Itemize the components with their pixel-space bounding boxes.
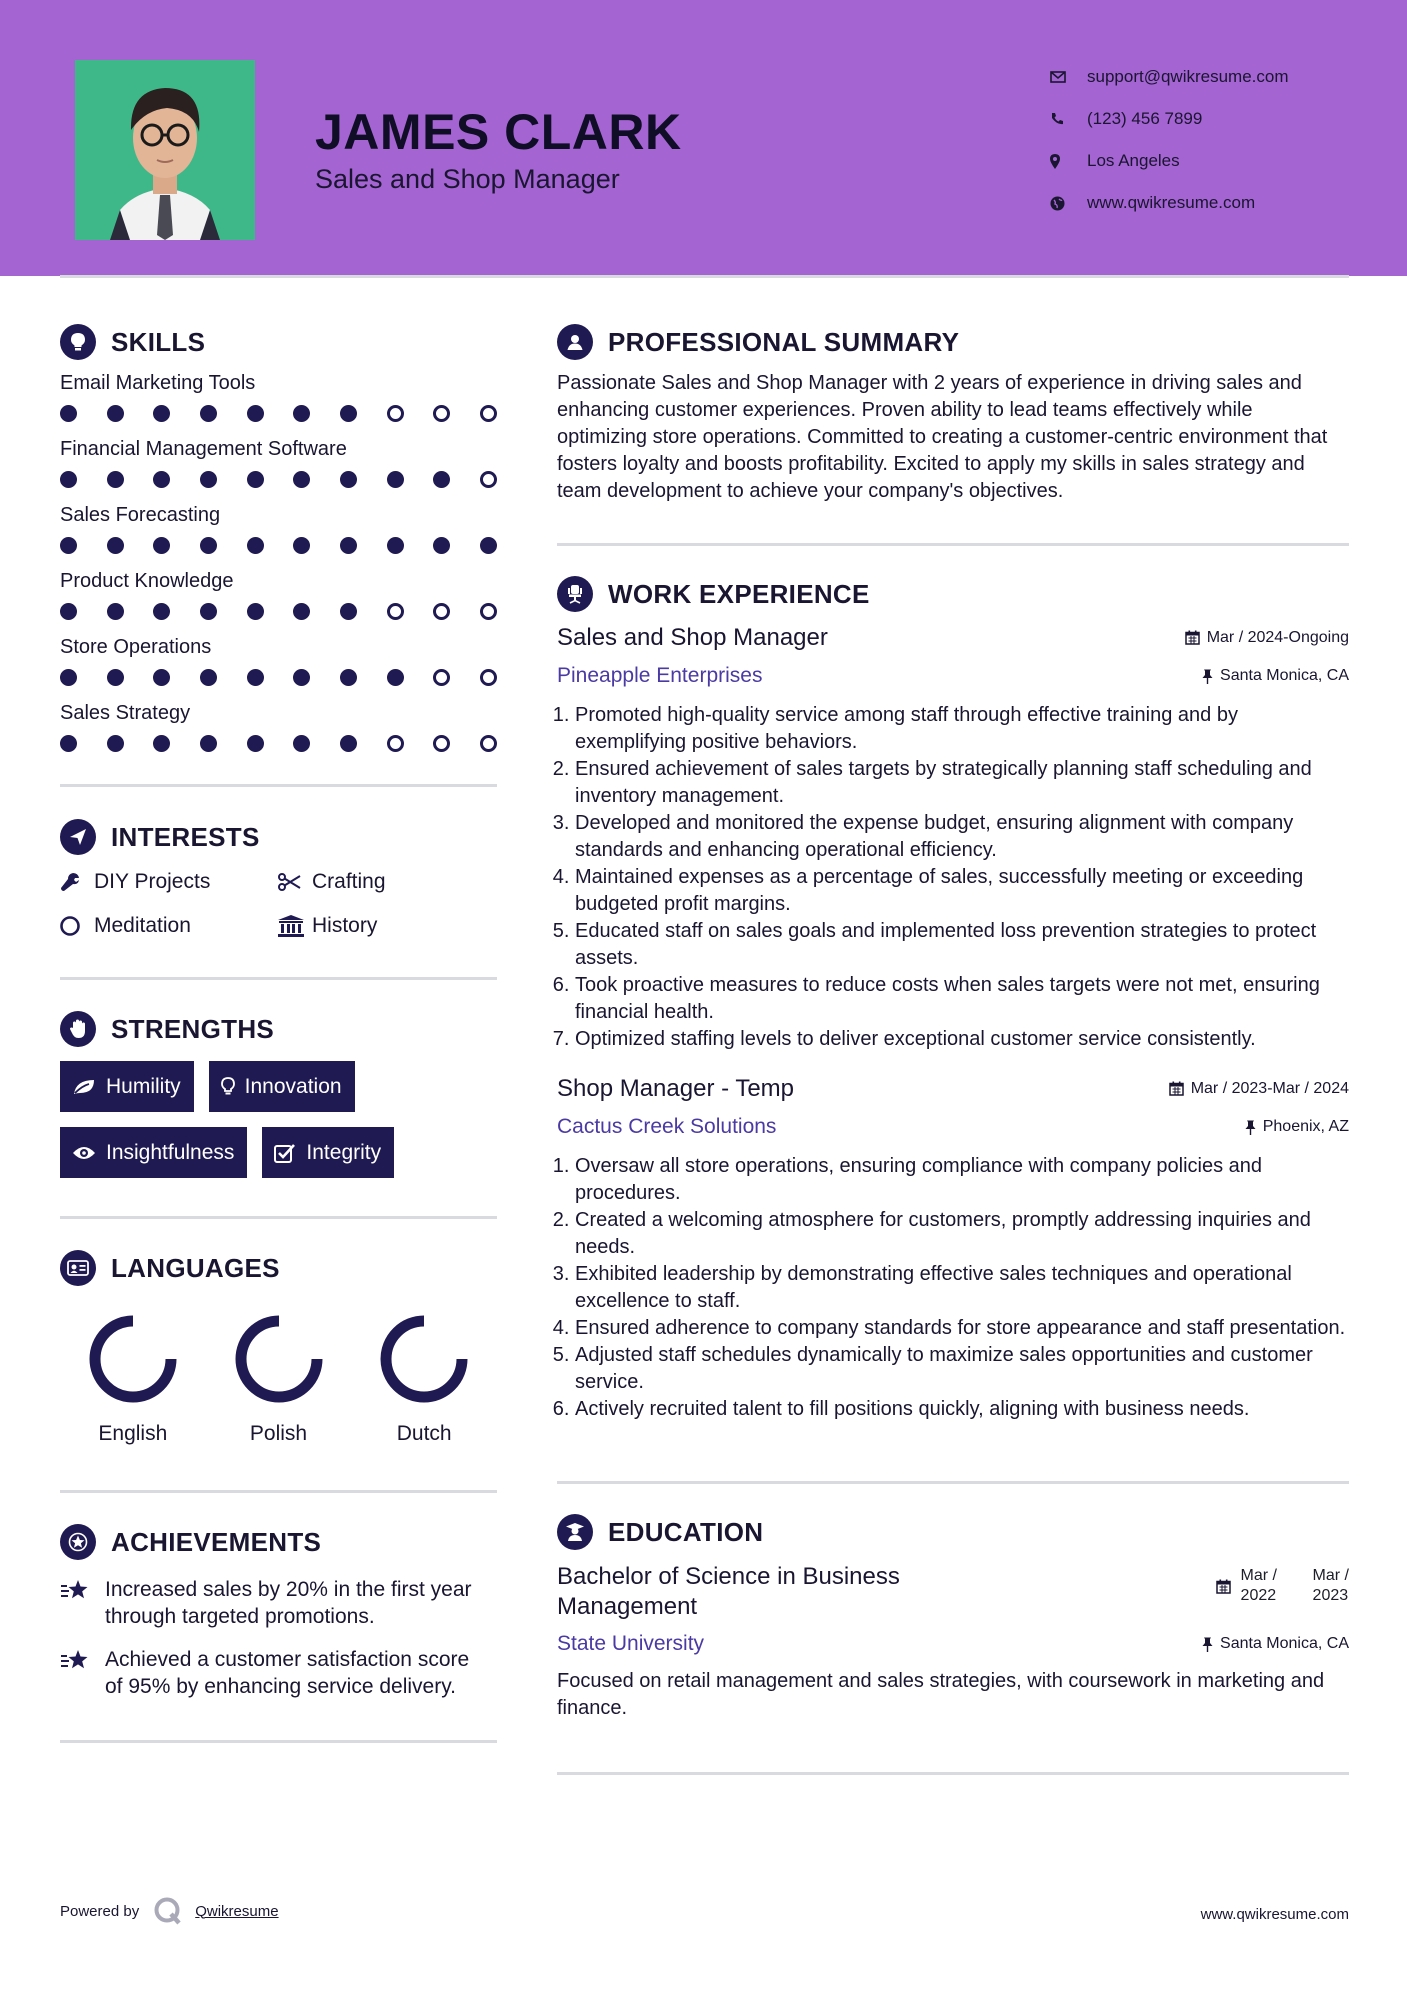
strength-tag: Integrity bbox=[262, 1127, 394, 1178]
language-item: English bbox=[60, 1314, 206, 1446]
interest-item: History bbox=[278, 913, 497, 939]
strength-tag: Humility bbox=[60, 1061, 194, 1112]
rating-dot-filled bbox=[387, 537, 404, 554]
job-date: Mar / 2023-Mar / 2024 bbox=[1169, 1080, 1349, 1098]
rating-dot-filled bbox=[293, 735, 310, 752]
rating-dot-filled bbox=[200, 735, 217, 752]
right-column bbox=[557, 322, 1349, 1775]
rating-dot-filled bbox=[340, 669, 357, 686]
rating-dot-filled bbox=[293, 471, 310, 488]
skill-rating bbox=[60, 405, 497, 422]
contact-list bbox=[1050, 56, 1289, 224]
calendar-icon bbox=[1216, 1579, 1231, 1594]
rating-dot-filled bbox=[60, 405, 77, 422]
user-icon bbox=[557, 324, 593, 360]
footer-branding: Powered by Qwikresume bbox=[60, 1896, 279, 1926]
rating-dot-empty bbox=[480, 735, 497, 752]
star-badge-icon bbox=[60, 1524, 96, 1560]
skill-rating bbox=[60, 537, 497, 554]
list-item: 5. Adjusted staff schedules dynamically to maximize sales opportunities and customer service. bbox=[575, 1342, 1349, 1396]
rating-dot-filled bbox=[340, 603, 357, 620]
job-location: Santa Monica, CA bbox=[1202, 667, 1349, 685]
list-item: 4. Ensured adherence to company standards for store appearance and staff presentation. bbox=[575, 1315, 1349, 1342]
scissors-icon bbox=[278, 873, 312, 891]
section-divider bbox=[60, 1490, 497, 1493]
shooting-star-icon bbox=[60, 1576, 105, 1630]
rating-dot-empty bbox=[433, 603, 450, 620]
interest-item: Crafting bbox=[278, 869, 497, 895]
office-chair-icon bbox=[557, 576, 593, 612]
rating-dot-filled bbox=[200, 405, 217, 422]
contact-phone[interactable]: (123) 456 7899 bbox=[1050, 98, 1289, 140]
job-entry bbox=[557, 1075, 1349, 1423]
section-divider bbox=[60, 1740, 497, 1743]
candidate-name: JAMES CLARK bbox=[315, 104, 682, 160]
list-item: 7. Optimized staffing levels to deliver exceptional customer service consistently. bbox=[575, 1026, 1349, 1053]
rating-dot-filled bbox=[247, 471, 264, 488]
rating-dot-filled bbox=[293, 537, 310, 554]
rating-dot-filled bbox=[247, 669, 264, 686]
qwikresume-logo-icon bbox=[153, 1896, 183, 1926]
skill-name: Financial Management Software bbox=[60, 438, 347, 460]
language-level-ring bbox=[379, 1314, 469, 1404]
job-title: Shop Manager - Temp bbox=[557, 1075, 795, 1102]
list-item: 3. Exhibited leadership by demonstrating effective sales techniques and operational excellence to staff. bbox=[575, 1261, 1349, 1315]
rating-dot-filled bbox=[107, 405, 124, 422]
company-name: Cactus Creek Solutions bbox=[557, 1115, 777, 1138]
museum-icon bbox=[278, 915, 312, 937]
list-item: 6. Actively recruited talent to fill positions quickly, aligning with business needs. bbox=[575, 1396, 1349, 1423]
rating-dot-empty bbox=[433, 735, 450, 752]
job-title: Sales and Shop Manager bbox=[557, 624, 828, 651]
rating-dot-filled bbox=[340, 405, 357, 422]
list-item: 3. Developed and monitored the expense budget, ensuring alignment with company standards and enhancing operational efficiency. bbox=[575, 810, 1349, 864]
education-description: Focused on retail management and sales strategies, with coursework in marketing and finance. bbox=[557, 1670, 1325, 1719]
strengths-heading: STRENGTHS bbox=[60, 1009, 497, 1049]
languages-heading: LANGUAGES bbox=[60, 1248, 497, 1288]
skill-name: Email Marketing Tools bbox=[60, 372, 256, 394]
pushpin-icon bbox=[1202, 1637, 1213, 1652]
list-item: 1. Promoted high-quality service among staff through effective training and by exemplifying positive behaviors. bbox=[575, 702, 1349, 756]
eye-icon bbox=[72, 1145, 96, 1161]
job-bullets bbox=[557, 1153, 1349, 1423]
left-column bbox=[60, 322, 497, 1743]
rating-dot-filled bbox=[293, 405, 310, 422]
section-divider bbox=[60, 1216, 497, 1219]
rating-dot-filled bbox=[247, 603, 264, 620]
rating-dot-filled bbox=[153, 405, 170, 422]
contact-email[interactable]: support@qwikresume.com bbox=[1050, 56, 1289, 98]
rating-dot-empty bbox=[387, 735, 404, 752]
skill-rating bbox=[60, 603, 497, 620]
profile-photo bbox=[75, 60, 255, 240]
rating-dot-empty bbox=[480, 405, 497, 422]
interests-list bbox=[60, 869, 497, 939]
skill-name: Sales Strategy bbox=[60, 702, 191, 724]
rating-dot-filled bbox=[247, 735, 264, 752]
section-divider bbox=[557, 543, 1349, 546]
pushpin-icon bbox=[1202, 669, 1213, 684]
rating-dot-filled bbox=[433, 471, 450, 488]
rating-dot-filled bbox=[153, 735, 170, 752]
paper-plane-icon bbox=[60, 819, 96, 855]
rating-dot-filled bbox=[387, 471, 404, 488]
job-date: Mar / 2024-Ongoing bbox=[1185, 629, 1349, 647]
list-item: 4. Maintained expenses as a percentage of sales, successfully meeting or exceeding budgeted profit margins. bbox=[575, 864, 1349, 918]
checkbox-icon bbox=[274, 1143, 296, 1163]
achievements-list bbox=[60, 1576, 497, 1700]
degree-title: Bachelor of Science in Business Management bbox=[557, 1563, 900, 1620]
rating-dot-empty bbox=[433, 669, 450, 686]
circle-icon bbox=[60, 916, 94, 936]
skill-name: Store Operations bbox=[60, 636, 212, 658]
rating-dot-filled bbox=[200, 603, 217, 620]
school-name: State University bbox=[557, 1632, 705, 1655]
rating-dot-empty bbox=[480, 471, 497, 488]
candidate-title: Sales and Shop Manager bbox=[315, 164, 620, 194]
skill-name: Sales Forecasting bbox=[60, 504, 221, 526]
skill-rating bbox=[60, 471, 497, 488]
list-item: 2. Ensured achievement of sales targets by strategically planning staff scheduling and inventory management. bbox=[575, 756, 1349, 810]
lightbulb-icon bbox=[60, 324, 96, 360]
interest-item: DIY Projects bbox=[60, 869, 278, 895]
skill-rating bbox=[60, 735, 497, 752]
rating-dot-filled bbox=[433, 537, 450, 554]
rating-dot-filled bbox=[340, 537, 357, 554]
rating-dot-filled bbox=[200, 471, 217, 488]
rating-dot-empty bbox=[433, 405, 450, 422]
leaf-icon bbox=[72, 1078, 96, 1096]
rating-dot-filled bbox=[107, 537, 124, 554]
rating-dot-empty bbox=[387, 603, 404, 620]
rating-dot-filled bbox=[153, 471, 170, 488]
rating-dot-filled bbox=[107, 603, 124, 620]
graduate-icon bbox=[557, 1514, 593, 1550]
section-divider bbox=[60, 784, 497, 787]
rating-dot-empty bbox=[387, 405, 404, 422]
achievement-item: Achieved a customer satisfaction score of 95% by enhancing service delivery. bbox=[60, 1646, 497, 1700]
rating-dot-filled bbox=[200, 669, 217, 686]
globe-icon bbox=[1050, 196, 1087, 211]
rating-dot-filled bbox=[107, 735, 124, 752]
hand-icon bbox=[60, 1011, 96, 1047]
resume-header bbox=[0, 0, 1407, 276]
experience-heading: WORK EXPERIENCE bbox=[557, 574, 1349, 614]
lightbulb-icon bbox=[221, 1077, 235, 1097]
section-divider bbox=[557, 1481, 1349, 1484]
list-item: 6. Took proactive measures to reduce costs when sales targets were not met, ensuring financial health. bbox=[575, 972, 1349, 1026]
calendar-icon bbox=[1185, 630, 1200, 645]
rating-dot-filled bbox=[387, 669, 404, 686]
skills-list bbox=[60, 370, 497, 752]
pushpin-icon bbox=[1245, 1120, 1256, 1135]
job-bullets bbox=[557, 702, 1349, 1053]
interest-item: Meditation bbox=[60, 913, 278, 939]
rating-dot-filled bbox=[60, 669, 77, 686]
language-level-ring bbox=[234, 1314, 324, 1404]
achievement-item: Increased sales by 20% in the first year through targeted promotions. bbox=[60, 1576, 497, 1630]
rating-dot-filled bbox=[153, 603, 170, 620]
list-item: 2. Created a welcoming atmosphere for customers, promptly addressing inquiries and needs. bbox=[575, 1207, 1349, 1261]
phone-icon bbox=[1050, 112, 1087, 126]
education-heading: EDUCATION bbox=[557, 1512, 1349, 1552]
skill-name: Product Knowledge bbox=[60, 570, 234, 592]
section-divider bbox=[60, 977, 497, 980]
list-item: 5. Educated staff on sales goals and implemented loss prevention strategies to protect assets. bbox=[575, 918, 1349, 972]
skills-heading: SKILLS bbox=[60, 322, 497, 362]
rating-dot-filled bbox=[247, 537, 264, 554]
footer-url[interactable]: www.qwikresume.com bbox=[1200, 1906, 1349, 1923]
strengths-list bbox=[60, 1061, 497, 1178]
wrench-icon bbox=[60, 872, 94, 892]
education-location: Santa Monica, CA bbox=[1202, 1635, 1349, 1653]
location-icon bbox=[1050, 154, 1087, 169]
language-item: Polish bbox=[206, 1314, 352, 1446]
rating-dot-filled bbox=[60, 735, 77, 752]
rating-dot-filled bbox=[340, 735, 357, 752]
rating-dot-filled bbox=[293, 603, 310, 620]
rating-dot-filled bbox=[200, 537, 217, 554]
achievements-heading: ACHIEVEMENTS bbox=[60, 1522, 497, 1562]
rating-dot-filled bbox=[247, 405, 264, 422]
id-card-icon bbox=[60, 1250, 96, 1286]
rating-dot-filled bbox=[107, 669, 124, 686]
education-date: Mar / 2022 Mar / 2023 bbox=[1216, 1566, 1349, 1606]
language-level-ring bbox=[88, 1314, 178, 1404]
list-item: 1. Oversaw all store operations, ensuring compliance with company policies and procedures. bbox=[575, 1153, 1349, 1207]
contact-location: Los Angeles bbox=[1050, 140, 1289, 182]
rating-dot-filled bbox=[480, 537, 497, 554]
qwikresume-link[interactable]: Qwikresume bbox=[195, 1902, 279, 1920]
interests-heading: INTERESTS bbox=[60, 817, 497, 857]
job-entry bbox=[557, 624, 1349, 1053]
rating-dot-empty bbox=[480, 669, 497, 686]
strength-tag: Innovation bbox=[209, 1061, 355, 1112]
rating-dot-empty bbox=[480, 603, 497, 620]
rating-dot-filled bbox=[107, 471, 124, 488]
skill-rating bbox=[60, 669, 497, 686]
strength-tag: Insightfulness bbox=[60, 1127, 247, 1178]
shooting-star-icon bbox=[60, 1646, 105, 1700]
contact-website[interactable]: www.qwikresume.com bbox=[1050, 182, 1289, 224]
header-divider bbox=[60, 275, 1349, 278]
rating-dot-filled bbox=[153, 669, 170, 686]
company-name: Pineapple Enterprises bbox=[557, 664, 763, 687]
rating-dot-filled bbox=[340, 471, 357, 488]
calendar-icon bbox=[1169, 1081, 1184, 1096]
summary-heading: PROFESSIONAL SUMMARY bbox=[557, 322, 1349, 362]
rating-dot-filled bbox=[60, 603, 77, 620]
rating-dot-filled bbox=[153, 537, 170, 554]
section-divider bbox=[557, 1772, 1349, 1775]
summary-text: Passionate Sales and Shop Manager with 2 years of experience in driving sales and enhancing customer experiences. Proven ability to lead teams effectively while optimizing store operations. Committed to creating a customer-centric environment that fosters loyalty and boosts profitability. Excited to apply my skills in sales strategy and team development to achieve your company's objectives. bbox=[557, 372, 1328, 502]
rating-dot-filled bbox=[293, 669, 310, 686]
rating-dot-filled bbox=[60, 471, 77, 488]
email-icon bbox=[1050, 71, 1087, 83]
language-item: Dutch bbox=[351, 1314, 497, 1446]
job-location: Phoenix, AZ bbox=[1245, 1118, 1349, 1136]
languages-list bbox=[60, 1314, 497, 1446]
education-entry bbox=[557, 1562, 1349, 1722]
rating-dot-filled bbox=[60, 537, 77, 554]
